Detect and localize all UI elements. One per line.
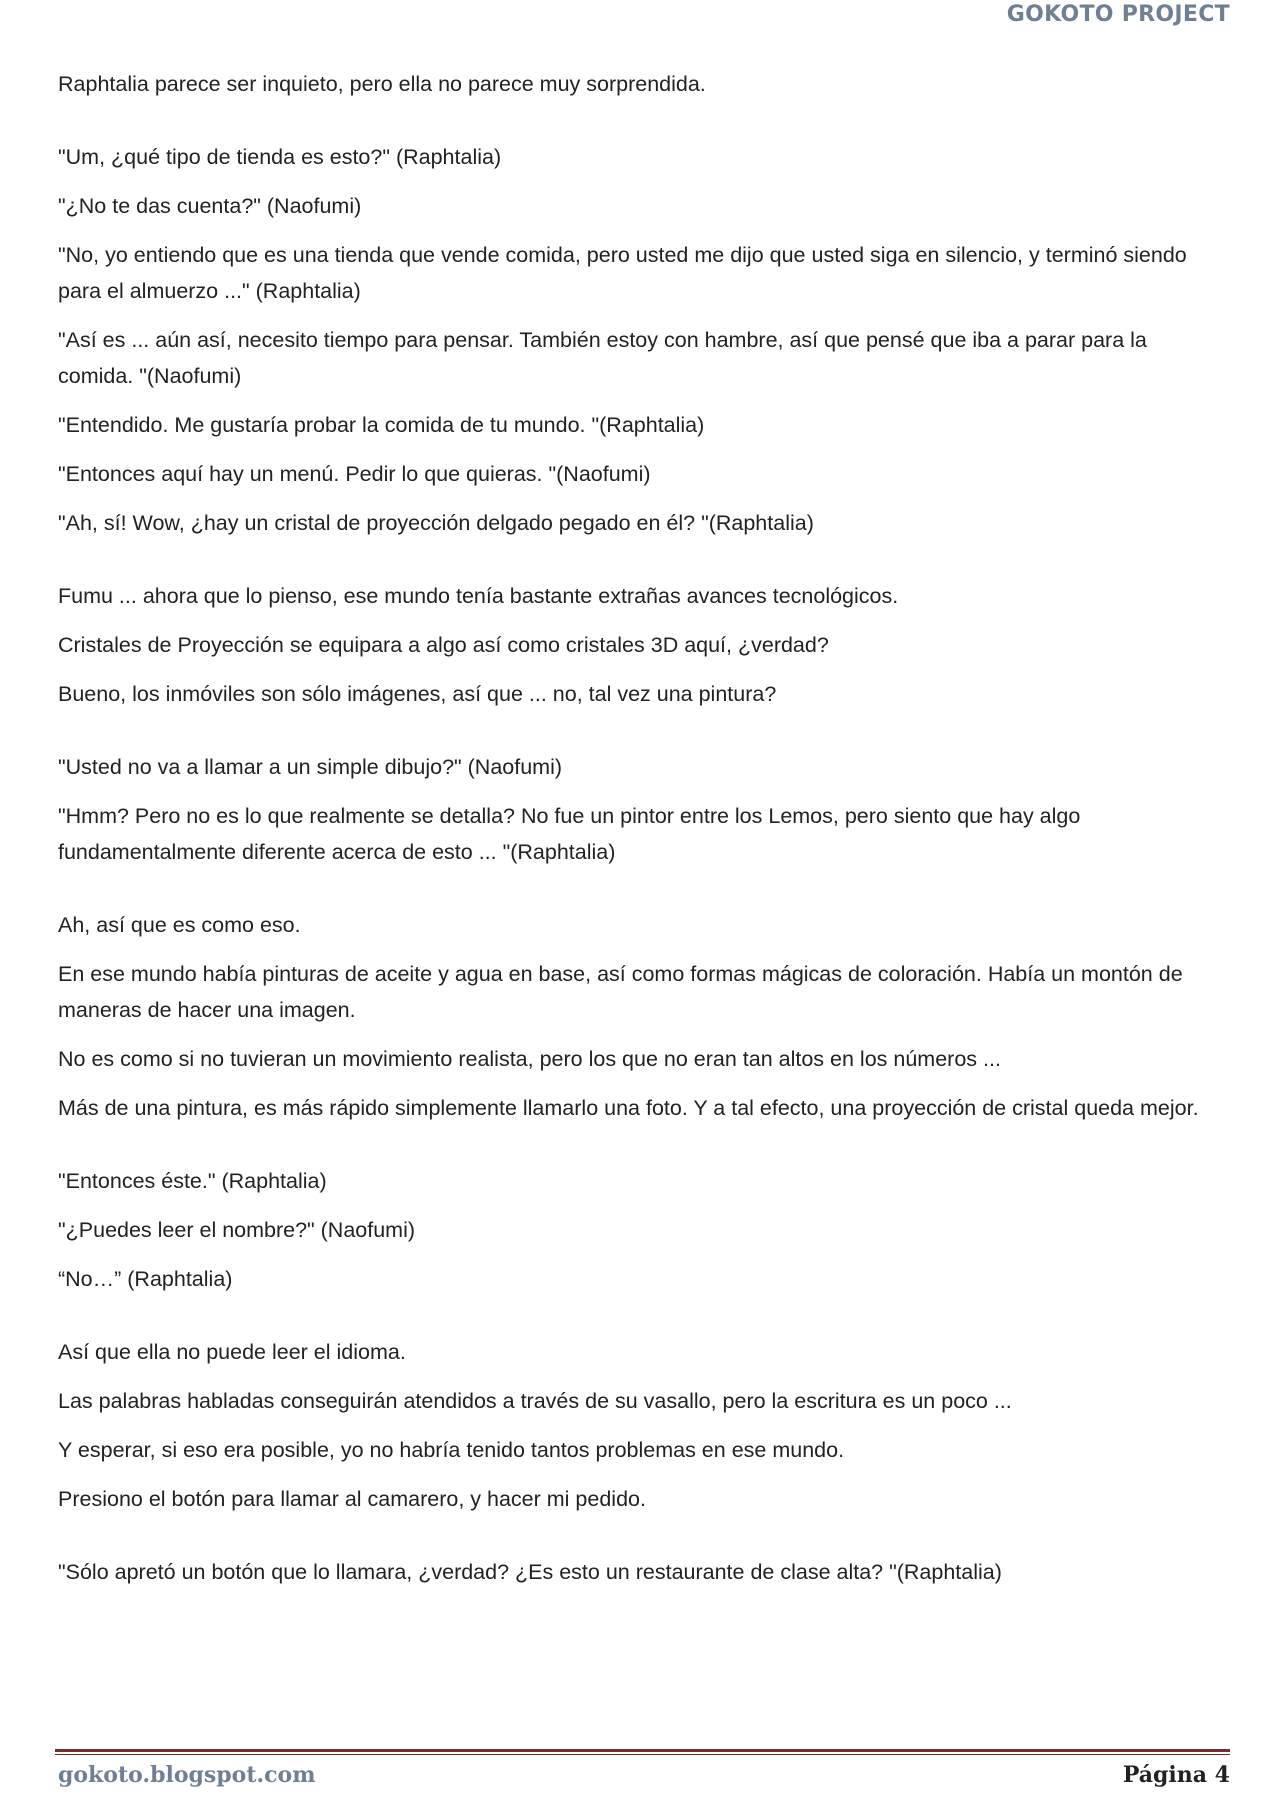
paragraph: Más de una pintura, es más rápido simplemente llamarlo una foto. Y a tal efecto, una proyección de cristal queda mejor. (58, 1096, 1199, 1120)
paragraph: Cristales de Proyección se equipara a algo así como cristales 3D aquí, ¿verdad? (58, 633, 829, 657)
paragraph: Presiono el botón para llamar al camarero, y hacer mi pedido. (58, 1487, 646, 1511)
paragraph: En ese mundo había pinturas de aceite y agua en base, así como formas mágicas de coloración. Había un montón de maneras de hacer una imagen. (58, 962, 1183, 1022)
paragraph: "Hmm? Pero no es lo que realmente se detalla? No fue un pintor entre los Lemos, pero siento que hay algo fundamentalmente diferente acerca de esto ... "(Raphtalia) (58, 804, 1081, 864)
footer-site-link[interactable]: gokoto.blogspot.com (58, 1762, 316, 1788)
paragraph: "Sólo apretó un botón que lo llamara, ¿verdad? ¿Es esto un restaurante de clase alta? "(Raphtalia) (58, 1560, 1002, 1584)
paragraph: Bueno, los inmóviles son sólo imágenes, así que ... no, tal vez una pintura? (58, 682, 777, 706)
header-brand: GOKOTO PROJECT (1006, 2, 1230, 27)
paragraph: "¿Puedes leer el nombre?" (Naofumi) (58, 1218, 416, 1242)
paragraph: Así que ella no puede leer el idioma. (58, 1340, 406, 1364)
paragraph: Ah, así que es como eso. (58, 913, 301, 937)
paragraph: Las palabras habladas conseguirán atendidos a través de su vasallo, pero la escritura es un poco ... (58, 1389, 1012, 1413)
paragraph: Raphtalia parece ser inquieto, pero ella no parece muy sorprendida. (58, 72, 706, 96)
page-number: Página 4 (1122, 1762, 1230, 1788)
paragraph: "Usted no va a llamar a un simple dibujo?" (Naofumi) (58, 755, 563, 779)
paragraph: “No…” (Raphtalia) (58, 1267, 233, 1291)
paragraph: No es como si no tuvieran un movimiento realista, pero los que no eran tan altos en los números ... (58, 1047, 1001, 1071)
paragraph: "Así es ... aún así, necesito tiempo para pensar. También estoy con hambre, así que pensé que iba a parar para la comida. "(Naofumi) (58, 328, 1147, 388)
paragraph: Y esperar, si eso era posible, yo no habría tenido tantos problemas en ese mundo. (58, 1438, 845, 1462)
footer-divider-thin (55, 1754, 1230, 1755)
paragraph: Fumu ... ahora que lo pienso, ese mundo tenía bastante extrañas avances tecnológicos. (58, 584, 899, 608)
footer-divider (55, 1749, 1230, 1752)
paragraph: "Ah, sí! Wow, ¿hay un cristal de proyección delgado pegado en él? "(Raphtalia) (58, 511, 814, 535)
paragraph: "Entonces éste." (Raphtalia) (58, 1169, 327, 1193)
document-body (58, 66, 1228, 1603)
paragraph: "Um, ¿qué tipo de tienda es esto?" (Raphtalia) (58, 145, 502, 169)
paragraph: "Entendido. Me gustaría probar la comida de tu mundo. "(Raphtalia) (58, 413, 705, 437)
paragraph: "No, yo entiendo que es una tienda que vende comida, pero usted me dijo que usted siga en silencio, y terminó siendo para el almuerzo ..." (Raphtalia) (58, 243, 1187, 303)
paragraph: "¿No te das cuenta?" (Naofumi) (58, 194, 362, 218)
paragraph: "Entonces aquí hay un menú. Pedir lo que quieras. "(Naofumi) (58, 462, 651, 486)
